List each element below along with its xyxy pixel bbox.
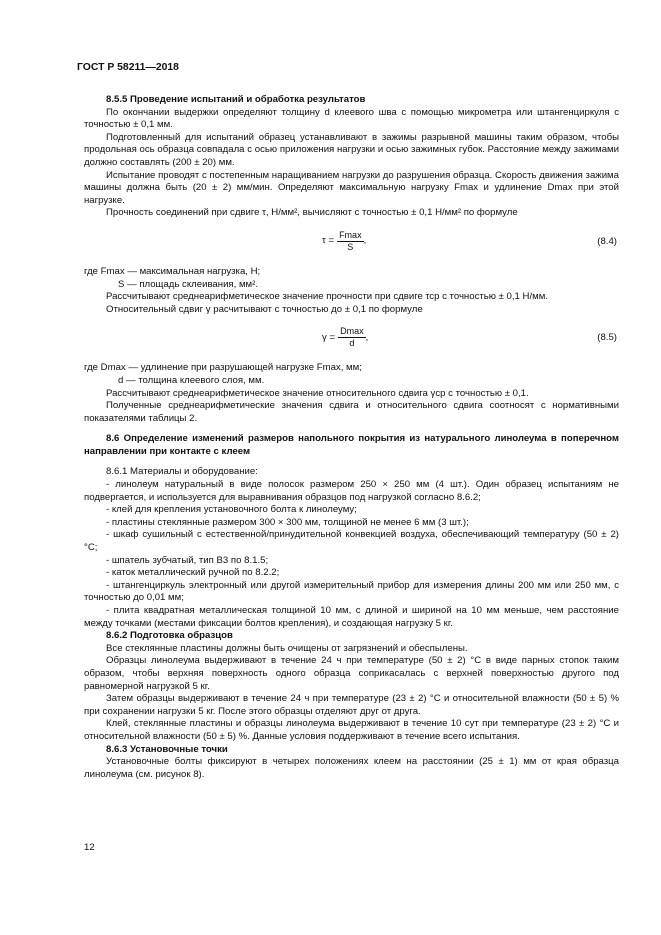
section-863-title: 8.6.3 Установочные точки (106, 743, 228, 755)
formula-8-5 (84, 324, 619, 352)
page-number: 12 (84, 842, 95, 853)
paragraph: Образцы линолеума выдерживают в течение 24 ч при температуре (50 ± 2) °С в виде парных стопок таким образом, чтобы верхняя поверхность одного образца соприкасалась с верхней поверхностью другого под равномерной нагрузкой 5 кг. (84, 655, 619, 692)
where-line: S — площадь склеивания, мм². (118, 278, 259, 290)
where-line: где Fmax — максимальная нагрузка, Н; (84, 265, 261, 277)
section-855-title: 8.5.5 Проведение испытаний и обработка результатов (106, 94, 366, 105)
where-line: d — толщина клеевого слоя, мм. (118, 374, 265, 386)
numerator: Dmax (340, 326, 364, 337)
paragraph: Рассчитывают среднеарифметическое значение относительного сдвига γср с точностью ± 0,1. (106, 387, 529, 399)
where-line: где Dmax — удлинение при разрушающей нагрузке Fmax, мм; (84, 362, 362, 374)
numerator: Fmax (339, 229, 362, 240)
formula-number: (8.4) (597, 235, 617, 247)
list-item: - линолеум натуральный в виде полосок размером 250 × 250 мм (4 шт.). Один образец испытаниям не подвергается, и используется для выравнивания образцов под нагрузкой согласно 8.6.2; (84, 479, 619, 503)
paragraph: Затем образцы выдерживают в течение 24 ч при температуре (23 ± 2) °С и относительной влажности (50 ± 5) % при сохранении нагрузки 5 кг. После этого образцы отделяют друг от друга. (84, 693, 619, 717)
document-header: ГОСТ Р 58211—2018 (77, 62, 179, 73)
paragraph: Полученные среднеарифметические значения сдвига и относительного сдвига соотносят с нормативными показателями таблицы 2. (84, 400, 619, 424)
list-item: - шкаф сушильный с естественной/принудительной конвекцией воздуха, обеспечивающий температуру (50 ± 2) °С; (84, 529, 619, 554)
formula-tail: , (365, 331, 369, 343)
formula-lhs: γ = (322, 331, 336, 343)
formula-number: (8.5) (597, 332, 617, 344)
section-86-title: 8.6 Определение изменений размеров напольного покрытия из натурального линолеума в поперечном направлении при контакте с клеем (84, 433, 619, 457)
denominator: d (349, 338, 355, 349)
paragraph: Подготовленный для испытаний образец устанавливают в зажимы разрывной машины таким образом, чтобы продольная ось образца совпадала с осью приложения нагрузки и осью зажимных губок. Расстояние между зажимами должно составлять (200 ± 20) мм. (84, 131, 619, 168)
paragraph: Все стеклянные пластины должны быть очищены от загрязнений и обеспылены. (106, 642, 468, 654)
denominator: S (347, 241, 354, 252)
list-item: - каток металлический ручной по 8.2.2; (106, 567, 280, 579)
formula-8-4 (84, 228, 619, 256)
formula-lhs: τ = (322, 235, 335, 247)
fraction (338, 326, 366, 349)
paragraph: 8.6.1 Материалы и оборудование: (106, 466, 258, 478)
paragraph: Испытание проводят с постепенным наращиванием нагрузки до разрушения образца. Скорость движения зажима машины должна быть (20 ± 2) мм/мин. Определяют максимальную нагрузку Fmax и удлинение Dmax при этой нагрузке. (84, 169, 619, 206)
formula-tail: , (363, 235, 367, 247)
list-item: - шпатель зубчатый, тип В3 по 8.1.5; (106, 554, 269, 566)
paragraph: Прочность соединений при сдвиге τ, Н/мм², вычисляют с точностью ± 0,1 Н/мм² по формуле (106, 207, 518, 219)
page-content (84, 94, 619, 781)
paragraph: По окончании выдержки определяют толщину d клеевого шва с помощью микрометра или штангенциркуля с точностью ± 0,1 мм. (84, 106, 619, 131)
fraction (337, 230, 364, 253)
list-item: - клей для крепления установочного болта к линолеуму; (106, 504, 357, 516)
section-862-title: 8.6.2 Подготовка образцов (106, 630, 233, 642)
paragraph: Рассчитывают среднеарифметическое значение прочности при сдвиге τср с точностью ± 0,1 Н/мм. (106, 291, 549, 303)
list-item: - плита квадратная металлическая толщиной 10 мм, с длиной и шириной на 10 мм меньше, чем расстояние между точками (местами фиксации болтов крепления), и создающая нагрузку 5 кг. (84, 605, 619, 629)
paragraph: Клей, стеклянные пластины и образцы линолеума выдерживают в течение 10 сут при температуре (23 ± 2) °С и относительной влажности (50 ± 5) %. Данные условия поддерживают в течение всего испытания. (84, 718, 619, 742)
paragraph: Установочные болты фиксируют в четырех положениях клеем на расстоянии (25 ± 1) мм от края образца линолеума (см. рисунок 8). (84, 756, 619, 780)
paragraph: Относительный сдвиг γ расчитывают с точностью до ± 0,1 по формуле (106, 303, 423, 315)
list-item: - штангенциркуль электронный или другой измерительный прибор для измерения длины 200 мм или 250 мм, с точностью до 0,01 мм; (84, 579, 619, 604)
list-item: - пластины стеклянные размером 300 × 300 мм, толщиной не менее 6 мм (3 шт.); (106, 516, 469, 528)
